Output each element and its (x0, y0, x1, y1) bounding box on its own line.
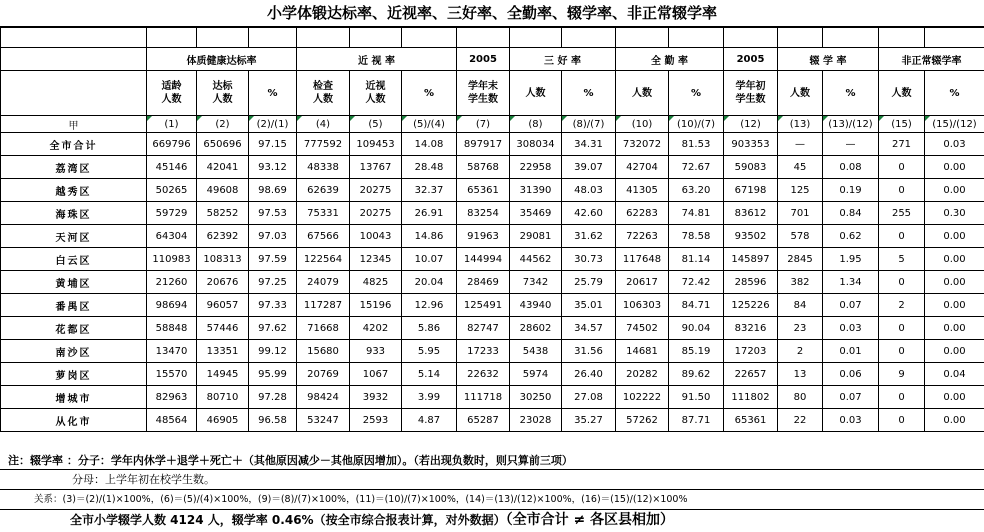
region-name: 萝岗区 (1, 363, 147, 386)
data-cell: 125226 (724, 294, 778, 317)
data-cell: 25.79 (562, 271, 616, 294)
data-cell: 12.96 (402, 294, 457, 317)
data-cell: 4.87 (402, 409, 457, 432)
data-cell: 0.08 (823, 156, 879, 179)
sub-header-cell: 人数 (510, 71, 562, 116)
data-cell: 21260 (147, 271, 197, 294)
fitness-header: 体质健康达标率 (147, 48, 297, 71)
data-cell: 58768 (457, 156, 510, 179)
data-cell: 23028 (510, 409, 562, 432)
table-row (1, 156, 984, 179)
data-cell: 20275 (350, 179, 402, 202)
data-cell: 3.99 (402, 386, 457, 409)
region-name: 越秀区 (1, 179, 147, 202)
data-cell: 65361 (724, 409, 778, 432)
sub-header-cell: 达标 人数 (197, 71, 249, 116)
data-cell: 0 (879, 156, 925, 179)
data-cell: 34.31 (562, 133, 616, 156)
data-cell: 95.99 (249, 363, 297, 386)
data-cell: 67198 (724, 179, 778, 202)
data-cell: 35.27 (562, 409, 616, 432)
data-cell: 99.12 (249, 340, 297, 363)
data-cell: 57262 (616, 409, 669, 432)
data-cell: 20282 (616, 363, 669, 386)
data-cell: 14.08 (402, 133, 457, 156)
data-cell: 0.84 (823, 202, 879, 225)
data-cell: 109453 (350, 133, 402, 156)
data-cell: 57446 (197, 317, 249, 340)
data-cell: 5 (879, 248, 925, 271)
data-cell: 96.58 (249, 409, 297, 432)
data-cell: 5.14 (402, 363, 457, 386)
data-cell: 0.30 (925, 202, 984, 225)
data-cell: 17233 (457, 340, 510, 363)
region-name: 从化市 (1, 409, 147, 432)
data-cell: 49608 (197, 179, 249, 202)
data-cell: — (823, 133, 879, 156)
index-cell: 甲 (1, 116, 147, 133)
note-relations: 关系：(3)＝(2)/(1)×100%，(6)＝(5)/(4)×100%，(9)＝(8)/(7)×100%，(11)＝(10)/(7)×100%，(14)＝(13)/(12)×100%，(16)＝(15)/(12)×100% (0, 490, 984, 510)
data-cell: 0 (879, 317, 925, 340)
data-cell: 0.03 (823, 317, 879, 340)
table-row (1, 317, 984, 340)
data-cell: 122564 (297, 248, 350, 271)
data-cell: 0.06 (823, 363, 879, 386)
data-cell: 117287 (297, 294, 350, 317)
region-name: 黄埔区 (1, 271, 147, 294)
summary-warning: （全市合计 ≠ 各区县相加） (505, 512, 675, 528)
data-cell: 62283 (616, 202, 669, 225)
sub-header-cell: % (823, 71, 879, 116)
data-cell: 382 (778, 271, 823, 294)
data-cell: 125 (778, 179, 823, 202)
index-cell: (2) (197, 116, 249, 133)
data-cell: 903353 (724, 133, 778, 156)
data-cell: 50265 (147, 179, 197, 202)
data-cell: 43940 (510, 294, 562, 317)
sub-header-cell: % (669, 71, 724, 116)
data-cell: 97.59 (249, 248, 297, 271)
data-cell: 91.50 (669, 386, 724, 409)
data-cell: 96057 (197, 294, 249, 317)
table-row (1, 271, 984, 294)
data-cell: 15570 (147, 363, 197, 386)
data-cell: 0 (879, 271, 925, 294)
data-cell: 30250 (510, 386, 562, 409)
data-cell: 28602 (510, 317, 562, 340)
region-name: 白云区 (1, 248, 147, 271)
data-cell: 46905 (197, 409, 249, 432)
data-cell: 35.01 (562, 294, 616, 317)
data-cell: 9 (879, 363, 925, 386)
data-cell: 98694 (147, 294, 197, 317)
data-cell: 5438 (510, 340, 562, 363)
data-cell: 20769 (297, 363, 350, 386)
data-cell: 28.48 (402, 156, 457, 179)
sub-header-cell: 人数 (616, 71, 669, 116)
data-cell: 0 (879, 340, 925, 363)
data-cell: 108313 (197, 248, 249, 271)
data-cell: 125491 (457, 294, 510, 317)
index-cell: (10)/(7) (669, 116, 724, 133)
data-cell: 5.95 (402, 340, 457, 363)
data-cell: 44562 (510, 248, 562, 271)
data-cell: 110983 (147, 248, 197, 271)
data-cell: 29081 (510, 225, 562, 248)
data-cell: 14681 (616, 340, 669, 363)
data-cell: 4202 (350, 317, 402, 340)
data-cell: 97.25 (249, 271, 297, 294)
data-cell: 81.53 (669, 133, 724, 156)
data-cell: 42041 (197, 156, 249, 179)
data-cell: 15196 (350, 294, 402, 317)
data-cell: 144994 (457, 248, 510, 271)
data-cell: 93502 (724, 225, 778, 248)
data-cell: 89.62 (669, 363, 724, 386)
blank-row (1, 28, 984, 48)
data-cell: 0.00 (925, 340, 984, 363)
data-cell: 97.15 (249, 133, 297, 156)
data-cell: 42704 (616, 156, 669, 179)
index-cell: (12) (724, 116, 778, 133)
data-cell: 97.62 (249, 317, 297, 340)
data-cell: 17203 (724, 340, 778, 363)
data-cell: 0.62 (823, 225, 879, 248)
data-cell: 39.07 (562, 156, 616, 179)
dropout-header: 辍 学 率 (778, 48, 879, 71)
region-name: 荔湾区 (1, 156, 147, 179)
index-cell: (15)/(12) (925, 116, 984, 133)
data-cell: 83612 (724, 202, 778, 225)
data-cell: 72.42 (669, 271, 724, 294)
data-cell: 22 (778, 409, 823, 432)
data-cell: 111802 (724, 386, 778, 409)
data-cell: 20617 (616, 271, 669, 294)
data-cell: 26.40 (562, 363, 616, 386)
index-cell: (5) (350, 116, 402, 133)
data-cell: 22632 (457, 363, 510, 386)
table-row (1, 248, 984, 271)
data-cell: 83216 (724, 317, 778, 340)
data-cell: 59729 (147, 202, 197, 225)
data-cell: 0 (879, 179, 925, 202)
index-cell: (1) (147, 116, 197, 133)
note-denominator: 分母：上学年初在校学生数。 (0, 470, 984, 490)
data-cell: 75331 (297, 202, 350, 225)
data-cell: 93.12 (249, 156, 297, 179)
sub-header-cell: % (249, 71, 297, 116)
data-cell: 13767 (350, 156, 402, 179)
table-row (1, 363, 984, 386)
data-cell: 117648 (616, 248, 669, 271)
index-cell: (15) (879, 116, 925, 133)
index-cell: (13)/(12) (823, 116, 879, 133)
data-cell: 80710 (197, 386, 249, 409)
myopia-header: 近 视 率 (297, 48, 457, 71)
data-cell: 0.00 (925, 317, 984, 340)
data-cell: 0.07 (823, 294, 879, 317)
sub-header-cell: 适龄 人数 (147, 71, 197, 116)
data-cell: 91963 (457, 225, 510, 248)
data-cell: 63.20 (669, 179, 724, 202)
data-cell: 4825 (350, 271, 402, 294)
index-row (1, 116, 984, 133)
year2005-header-b: 2005 (724, 48, 778, 71)
data-cell: 145897 (724, 248, 778, 271)
sanhao-header: 三 好 率 (510, 48, 616, 71)
data-cell: 933 (350, 340, 402, 363)
data-cell: 255 (879, 202, 925, 225)
data-cell: 2 (778, 340, 823, 363)
sub-header-cell: % (562, 71, 616, 116)
note-summary (0, 510, 984, 530)
data-cell: 62392 (197, 225, 249, 248)
data-cell: 45 (778, 156, 823, 179)
data-cell: 2 (879, 294, 925, 317)
data-cell: 0.00 (925, 294, 984, 317)
region-name: 花都区 (1, 317, 147, 340)
data-cell: 1.34 (823, 271, 879, 294)
data-cell: 30.73 (562, 248, 616, 271)
sub-header-cell: % (925, 71, 984, 116)
notes-block (0, 452, 984, 530)
data-cell: 62639 (297, 179, 350, 202)
data-cell: 0.00 (925, 271, 984, 294)
region-name: 全市合计 (1, 133, 147, 156)
data-cell: 0 (879, 409, 925, 432)
table-row (1, 340, 984, 363)
data-cell: 31.62 (562, 225, 616, 248)
data-cell: 64304 (147, 225, 197, 248)
year2005-header-a: 2005 (457, 48, 510, 71)
sheet-title: 小学体锻达标率、近视率、三好率、全勤率、辍学率、非正常辍学率 (0, 0, 984, 27)
abnormal-dropout-header: 非正常辍学率 (879, 48, 984, 71)
data-cell: 45146 (147, 156, 197, 179)
data-cell: 48338 (297, 156, 350, 179)
data-cell: 102222 (616, 386, 669, 409)
region-name: 海珠区 (1, 202, 147, 225)
region-name: 天河区 (1, 225, 147, 248)
index-cell: (8)/(7) (562, 116, 616, 133)
data-cell: 12345 (350, 248, 402, 271)
data-cell: 27.08 (562, 386, 616, 409)
index-cell: (13) (778, 116, 823, 133)
data-cell: 32.37 (402, 179, 457, 202)
data-cell: 78.58 (669, 225, 724, 248)
summary-text: 全市小学辍学人数 4124 人，辍学率 0.46%（按全市综合报表计算，对外数据） (70, 513, 506, 527)
sub-header-cell: 人数 (879, 71, 925, 116)
index-cell: (4) (297, 116, 350, 133)
data-cell: 5974 (510, 363, 562, 386)
data-cell: 22958 (510, 156, 562, 179)
sub-header-row (1, 71, 984, 116)
data-cell: 897917 (457, 133, 510, 156)
data-cell: 271 (879, 133, 925, 156)
index-cell: (8) (510, 116, 562, 133)
data-cell: 72263 (616, 225, 669, 248)
table-row (1, 409, 984, 432)
note-dropout-definition: 注：辍学率 ：分子：学年内休学＋退学＋死亡＋（其他原因减少－其他原因增加）。（若出现负数时，则只算前三项） (0, 452, 984, 470)
data-cell: 31.56 (562, 340, 616, 363)
data-cell: 0.04 (925, 363, 984, 386)
data-cell: 84.71 (669, 294, 724, 317)
data-cell: 13351 (197, 340, 249, 363)
data-cell: 0.03 (823, 409, 879, 432)
data-cell: 13470 (147, 340, 197, 363)
data-cell: 58848 (147, 317, 197, 340)
data-cell: 15680 (297, 340, 350, 363)
data-cell: 82963 (147, 386, 197, 409)
data-cell: 74502 (616, 317, 669, 340)
data-cell: 13 (778, 363, 823, 386)
index-cell: (5)/(4) (402, 116, 457, 133)
data-cell: 83254 (457, 202, 510, 225)
data-cell: 48564 (147, 409, 197, 432)
data-cell: 0.00 (925, 156, 984, 179)
data-cell: 80 (778, 386, 823, 409)
data-cell: 0.03 (925, 133, 984, 156)
region-name: 南沙区 (1, 340, 147, 363)
data-cell: 65287 (457, 409, 510, 432)
data-cell: 0.01 (823, 340, 879, 363)
data-cell: 84 (778, 294, 823, 317)
data-cell: 0.07 (823, 386, 879, 409)
data-cell: 1.95 (823, 248, 879, 271)
data-cell: 48.03 (562, 179, 616, 202)
data-cell: 71668 (297, 317, 350, 340)
data-cell: 28596 (724, 271, 778, 294)
sub-header-cell: 近视 人数 (350, 71, 402, 116)
data-cell: 24079 (297, 271, 350, 294)
sub-header-cell: 人数 (778, 71, 823, 116)
data-cell: 732072 (616, 133, 669, 156)
sub-header-cell: 检查 人数 (297, 71, 350, 116)
group-header-row (1, 48, 984, 71)
data-cell: 81.14 (669, 248, 724, 271)
table-row (1, 179, 984, 202)
table-row (1, 202, 984, 225)
data-cell: 20676 (197, 271, 249, 294)
region-name: 增城市 (1, 386, 147, 409)
data-cell: 10043 (350, 225, 402, 248)
data-cell: 74.81 (669, 202, 724, 225)
data-cell: 308034 (510, 133, 562, 156)
data-cell: 26.91 (402, 202, 457, 225)
data-cell: 72.67 (669, 156, 724, 179)
data-cell: 578 (778, 225, 823, 248)
data-cell: 65361 (457, 179, 510, 202)
data-cell: 777592 (297, 133, 350, 156)
sub-header-cell: 学年初 学生数 (724, 71, 778, 116)
data-cell: 7342 (510, 271, 562, 294)
data-cell: 22657 (724, 363, 778, 386)
data-cell: 0 (879, 225, 925, 248)
data-cell: 0.00 (925, 386, 984, 409)
data-cell: 10.07 (402, 248, 457, 271)
data-cell: 97.33 (249, 294, 297, 317)
data-cell: 669796 (147, 133, 197, 156)
data-cell: 14.86 (402, 225, 457, 248)
data-cell: 67566 (297, 225, 350, 248)
data-cell: 85.19 (669, 340, 724, 363)
data-cell: 1067 (350, 363, 402, 386)
data-cell: 2845 (778, 248, 823, 271)
data-cell: 97.53 (249, 202, 297, 225)
data-table (0, 27, 984, 432)
data-cell: 98.69 (249, 179, 297, 202)
sub-header-cell: % (402, 71, 457, 116)
index-cell: (10) (616, 116, 669, 133)
data-cell: 35469 (510, 202, 562, 225)
table-row (1, 386, 984, 409)
data-cell: — (778, 133, 823, 156)
data-cell: 34.57 (562, 317, 616, 340)
data-cell: 0.00 (925, 225, 984, 248)
data-cell: 106303 (616, 294, 669, 317)
data-cell: 59083 (724, 156, 778, 179)
index-cell: (2)/(1) (249, 116, 297, 133)
data-cell: 20275 (350, 202, 402, 225)
data-cell: 82747 (457, 317, 510, 340)
data-cell: 701 (778, 202, 823, 225)
table-row (1, 294, 984, 317)
data-cell: 41305 (616, 179, 669, 202)
data-cell: 14945 (197, 363, 249, 386)
data-cell: 111718 (457, 386, 510, 409)
data-cell: 650696 (197, 133, 249, 156)
data-cell: 5.86 (402, 317, 457, 340)
region-name: 番禺区 (1, 294, 147, 317)
data-cell: 3932 (350, 386, 402, 409)
data-cell: 90.04 (669, 317, 724, 340)
data-cell: 42.60 (562, 202, 616, 225)
data-cell: 0.00 (925, 248, 984, 271)
data-cell: 2593 (350, 409, 402, 432)
table-row (1, 225, 984, 248)
data-cell: 58252 (197, 202, 249, 225)
data-cell: 20.04 (402, 271, 457, 294)
data-cell: 97.03 (249, 225, 297, 248)
data-cell: 28469 (457, 271, 510, 294)
index-cell: (7) (457, 116, 510, 133)
data-cell: 0.00 (925, 409, 984, 432)
data-cell: 23 (778, 317, 823, 340)
data-cell: 87.71 (669, 409, 724, 432)
data-cell: 98424 (297, 386, 350, 409)
data-cell: 53247 (297, 409, 350, 432)
data-cell: 0.00 (925, 179, 984, 202)
attendance-header: 全 勤 率 (616, 48, 724, 71)
data-cell: 31390 (510, 179, 562, 202)
table-row (1, 133, 984, 156)
data-cell: 97.28 (249, 386, 297, 409)
sub-header-cell: 学年末 学生数 (457, 71, 510, 116)
data-cell: 0 (879, 386, 925, 409)
data-cell: 0.19 (823, 179, 879, 202)
